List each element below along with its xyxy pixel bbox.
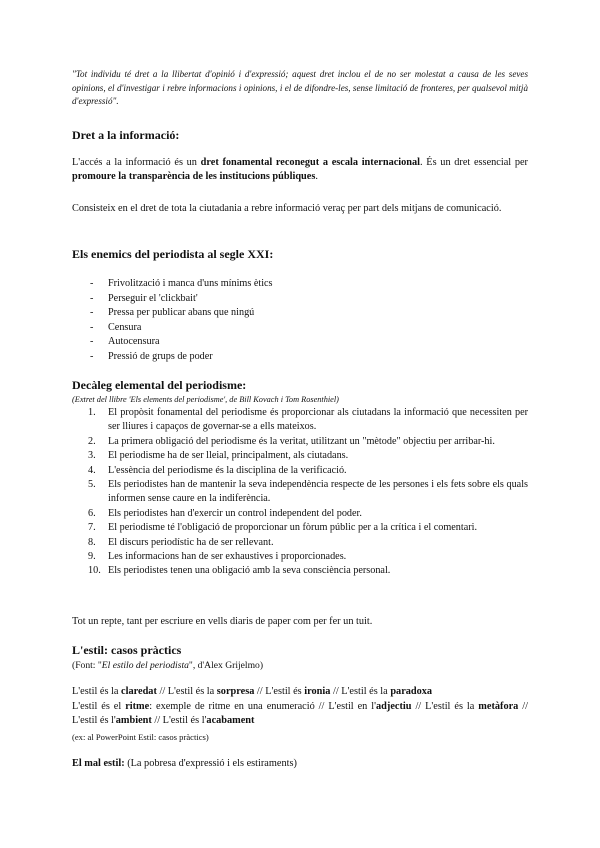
list-item: 4. L'essència del periodisme és la disciplina de la verificació. <box>88 464 347 476</box>
estil-note: (ex: al PowerPoint Estil: casos pràctics) <box>72 732 209 742</box>
decaleg-source: (Extret del llibre 'Els elements del periodisme', de Bill Kovach i Tom Rosenthiel) <box>72 395 339 404</box>
list-item: - Pressió de grups de poder <box>72 350 528 365</box>
heading-enemics: Els enemics del periodista al segle XXI: <box>72 247 274 261</box>
heading-dret-informacio: Dret a la informació: <box>72 128 180 142</box>
list-item: 7. El periodisme té l'obligació de proporcionar un fòrum públic per a la crítica i el comentari. <box>88 522 478 534</box>
mal-estil-line: El mal estil: (La pobresa d'expressió i els estiraments) <box>72 758 297 769</box>
estil-source: (Font: "El estilo del periodista", d'Alex Grijelmo) <box>72 660 264 671</box>
paragraph-dret-informacio: L'accés a la informació és un dret fonamental reconegut a escala internacional. És un dret essencial per promoure la transparència de les institucions públiques. <box>72 157 528 182</box>
list-item: 6. Els periodistes han d'exercir un control independent del poder. <box>88 507 362 519</box>
list-item: 2. La primera obligació del periodisme és la veritat, utilitzant un "mètode" objectiu per arribar-hi. <box>88 435 495 447</box>
opening-quote: "Tot individu té dret a la llibertat d'opinió i d'expressió; aquest dret inclou el de no ser molestat a causa de les seves opinions, el d'investigar i rebre informacions i opinions, i el de difondre-les, sense limitació de fronteres, per qualsevol mitjà d'expressió". <box>72 69 528 106</box>
list-item: 1. El propòsit fonamental del periodisme és proporcionar als ciutadans la informació que necessiten per ser lliures i capaços de governar-se a ells mateixos. <box>88 407 528 433</box>
decaleg-list <box>72 406 528 579</box>
heading-decaleg: Decàleg elemental del periodisme: <box>72 378 247 392</box>
list-item: 8. El discurs periodístic ha de ser rellevant. <box>88 536 274 548</box>
list-item: - Pressa per publicar abans que ningú <box>72 306 528 321</box>
estil-line-1: L'estil és la claredat // L'estil és la sorpresa // L'estil és ironia // L'estil és la paradoxa <box>72 686 433 697</box>
list-item: - Censura <box>72 321 528 336</box>
list-item: - Perseguir el 'clickbait' <box>72 292 528 307</box>
paragraph-consisteix: Consisteix en el dret de tota la ciutadania a rebre informació veraç per part dels mitjans de comunicació. <box>72 203 502 214</box>
paragraph-repte: Tot un repte, tant per escriure en vells diaris de paper com per fer un tuit. <box>72 616 373 627</box>
list-item: - Frivolització i manca d'uns mínims ètics <box>72 277 528 292</box>
list-item: 3. El periodisme ha de ser lleial, principalment, als ciutadans. <box>88 450 349 462</box>
heading-estil: L'estil: casos pràctics <box>72 643 182 657</box>
list-item: 5. Els periodistes han de mantenir la seva independència respecte de les persones i els fets sobre els quals informen sense caure en la indiferència. <box>88 479 528 505</box>
document-page <box>72 68 529 769</box>
list-item: 10. Els periodistes tenen una obligació amb la seva consciència personal. <box>88 565 391 577</box>
estil-line-2: L'estil és el ritme: exemple de ritme en una enumeració // L'estil en l'adjectiu // L'estil és la metàfora // L'estil és l'ambient // L'estil és l'acabament <box>72 701 529 726</box>
list-item: 9. Les informacions han de ser exhaustives i proporcionades. <box>88 551 347 563</box>
list-item: - Autocensura <box>72 335 528 350</box>
enemics-list <box>72 277 528 365</box>
